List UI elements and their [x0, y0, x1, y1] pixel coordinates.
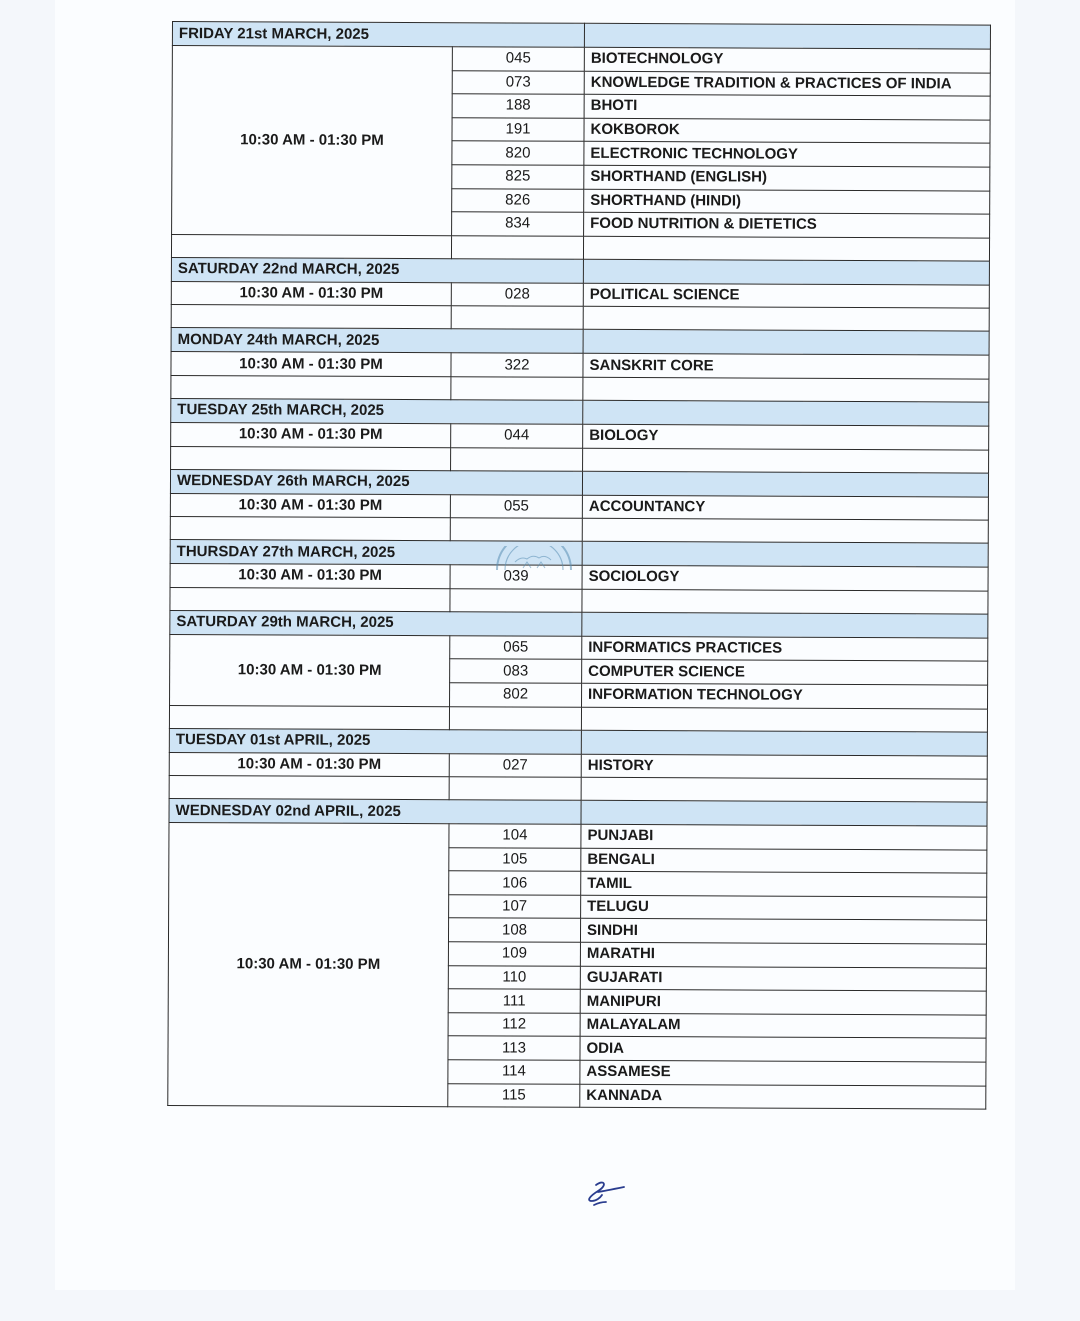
- header-blank-cell: [581, 730, 987, 756]
- blank-cell: [170, 517, 450, 541]
- subject-name: SHORTHAND (HINDI): [584, 189, 990, 214]
- subject-name: HISTORY: [581, 754, 987, 779]
- blank-cell: [171, 375, 451, 399]
- subject-code: 188: [452, 94, 584, 118]
- subject-code: 111: [448, 989, 580, 1013]
- exam-time-slot: 10:30 AM - 01:30 PM: [171, 352, 451, 377]
- subject-code: 039: [450, 565, 582, 589]
- exam-day-header: [170, 610, 988, 638]
- blank-cell: [451, 306, 583, 330]
- subject-name: POLITICAL SCIENCE: [583, 283, 989, 308]
- subject-name: INFORMATION TECHNOLOGY: [582, 683, 988, 708]
- subject-name: FOOD NUTRITION & DIETETICS: [584, 212, 990, 237]
- exam-time-slot: 10:30 AM - 01:30 PM: [172, 46, 453, 236]
- exam-day-header: [169, 728, 987, 756]
- subject-name: KOKBOROK: [584, 118, 990, 143]
- paper-row: [170, 634, 988, 661]
- paper-row: [170, 493, 988, 520]
- subject-code: 045: [452, 47, 584, 71]
- header-blank-cell: [584, 23, 990, 49]
- blank-cell: [450, 518, 582, 542]
- header-blank-cell: [583, 400, 989, 426]
- subject-code: 802: [450, 683, 582, 707]
- subject-name: MARATHI: [580, 942, 986, 967]
- subject-code: 105: [449, 847, 581, 871]
- exam-date: WEDNESDAY 26th MARCH, 2025: [170, 469, 582, 495]
- subject-name: ASSAMESE: [580, 1060, 986, 1085]
- paper-row: [169, 752, 987, 779]
- handwritten-initials: [580, 1175, 630, 1211]
- subject-name: GUJARATI: [580, 966, 986, 991]
- exam-date: SATURDAY 29th MARCH, 2025: [170, 610, 582, 636]
- exam-time-slot: 10:30 AM - 01:30 PM: [170, 493, 450, 518]
- subject-code: 055: [450, 494, 582, 518]
- blank-cell: [171, 234, 451, 258]
- exam-time-slot: 10:30 AM - 01:30 PM: [171, 281, 451, 306]
- exam-day-header: [171, 328, 989, 356]
- exam-date: TUESDAY 25th MARCH, 2025: [171, 398, 583, 424]
- blank-cell: [169, 705, 449, 729]
- blank-cell: [170, 587, 450, 611]
- header-blank-cell: [583, 259, 989, 285]
- subject-code: 028: [451, 282, 583, 306]
- header-blank-cell: [581, 800, 987, 826]
- exam-time-slot: 10:30 AM - 01:30 PM: [169, 752, 449, 777]
- subject-name: MALAYALAM: [580, 1013, 986, 1038]
- subject-name: BIOTECHNOLOGY: [584, 47, 990, 72]
- subject-name: KNOWLEDGE TRADITION & PRACTICES OF INDIA: [584, 71, 990, 96]
- blank-cell: [583, 377, 989, 402]
- blank-cell: [449, 777, 581, 801]
- subject-name: ACCOUNTANCY: [582, 495, 988, 520]
- blank-cell: [583, 236, 989, 261]
- subject-name: COMPUTER SCIENCE: [582, 660, 988, 685]
- paper-row: [169, 823, 987, 850]
- exam-date: TUESDAY 01st APRIL, 2025: [169, 728, 581, 754]
- header-blank-cell: [582, 612, 988, 638]
- blank-cell: [581, 777, 987, 802]
- subject-code: 115: [448, 1083, 580, 1107]
- subject-name: SANSKRIT CORE: [583, 354, 989, 379]
- subject-code: 191: [452, 118, 584, 142]
- subject-code: 820: [452, 141, 584, 165]
- paper-row: [171, 422, 989, 449]
- blank-cell: [169, 776, 449, 800]
- header-blank-cell: [583, 330, 989, 356]
- subject-code: 027: [449, 753, 581, 777]
- subject-code: 065: [450, 635, 582, 659]
- subject-name: SOCIOLOGY: [582, 565, 988, 590]
- subject-code: 108: [448, 918, 580, 942]
- exam-time-slot: 10:30 AM - 01:30 PM: [168, 823, 449, 1107]
- paper-row: [171, 281, 989, 308]
- subject-code: 825: [452, 165, 584, 189]
- blank-cell: [583, 448, 989, 473]
- exam-day-header: [170, 469, 988, 497]
- blank-cell: [450, 588, 582, 612]
- exam-date: FRIDAY 21st MARCH, 2025: [172, 22, 584, 48]
- subject-code: 114: [448, 1060, 580, 1084]
- subject-name: ELECTRONIC TECHNOLOGY: [584, 142, 990, 167]
- exam-time-slot: 10:30 AM - 01:30 PM: [170, 564, 450, 589]
- exam-time-slot: 10:30 AM - 01:30 PM: [170, 634, 450, 706]
- subject-name: KANNADA: [580, 1084, 986, 1109]
- subject-name: SINDHI: [580, 919, 986, 944]
- exam-day-header: [172, 22, 990, 50]
- subject-code: 107: [449, 895, 581, 919]
- subject-name: BHOTI: [584, 94, 990, 119]
- exam-day-header: [171, 398, 989, 426]
- official-seal: [493, 546, 575, 570]
- blank-cell: [171, 446, 451, 470]
- blank-cell: [582, 589, 988, 614]
- subject-code: 826: [452, 188, 584, 212]
- header-blank-cell: [582, 541, 988, 567]
- subject-name: PUNJABI: [581, 824, 987, 849]
- subject-code: 322: [451, 353, 583, 377]
- subject-code: 110: [448, 965, 580, 989]
- subject-code: 106: [449, 871, 581, 895]
- blank-cell: [581, 707, 987, 732]
- subject-code: 104: [449, 824, 581, 848]
- exam-day-header: [169, 799, 987, 827]
- subject-name: MANIPURI: [580, 990, 986, 1015]
- paper-row: [172, 46, 990, 73]
- exam-timetable: [167, 21, 991, 1110]
- paper-row: [171, 352, 989, 379]
- exam-day-header: [170, 540, 988, 568]
- subject-code: 044: [451, 424, 583, 448]
- subject-code: 113: [448, 1036, 580, 1060]
- subject-name: TAMIL: [581, 872, 987, 897]
- subject-code: 112: [448, 1013, 580, 1037]
- blank-cell: [451, 235, 583, 259]
- exam-time-slot: 10:30 AM - 01:30 PM: [171, 422, 451, 447]
- subject-code: 073: [452, 70, 584, 94]
- blank-cell: [451, 447, 583, 471]
- blank-cell: [171, 305, 451, 329]
- exam-date: SATURDAY 22nd MARCH, 2025: [171, 257, 583, 283]
- subject-name: BIOLOGY: [583, 424, 989, 449]
- exam-date: WEDNESDAY 02nd APRIL, 2025: [169, 799, 581, 825]
- subject-name: TELUGU: [581, 895, 987, 920]
- exam-date: MONDAY 24th MARCH, 2025: [171, 328, 583, 354]
- exam-date: THURSDAY 27th MARCH, 2025: [170, 540, 582, 566]
- subject-code: 834: [452, 212, 584, 236]
- subject-name: SHORTHAND (ENGLISH): [584, 165, 990, 190]
- blank-cell: [582, 518, 988, 543]
- subject-code: 083: [450, 659, 582, 683]
- subject-code: 109: [448, 942, 580, 966]
- blank-cell: [451, 377, 583, 401]
- blank-cell: [449, 706, 581, 730]
- paper-row: [170, 564, 988, 591]
- subject-name: INFORMATICS PRACTICES: [582, 636, 988, 661]
- blank-cell: [583, 307, 989, 332]
- exam-day-header: [171, 257, 989, 285]
- subject-name: BENGALI: [581, 848, 987, 873]
- subject-name: ODIA: [580, 1037, 986, 1062]
- header-blank-cell: [582, 471, 988, 497]
